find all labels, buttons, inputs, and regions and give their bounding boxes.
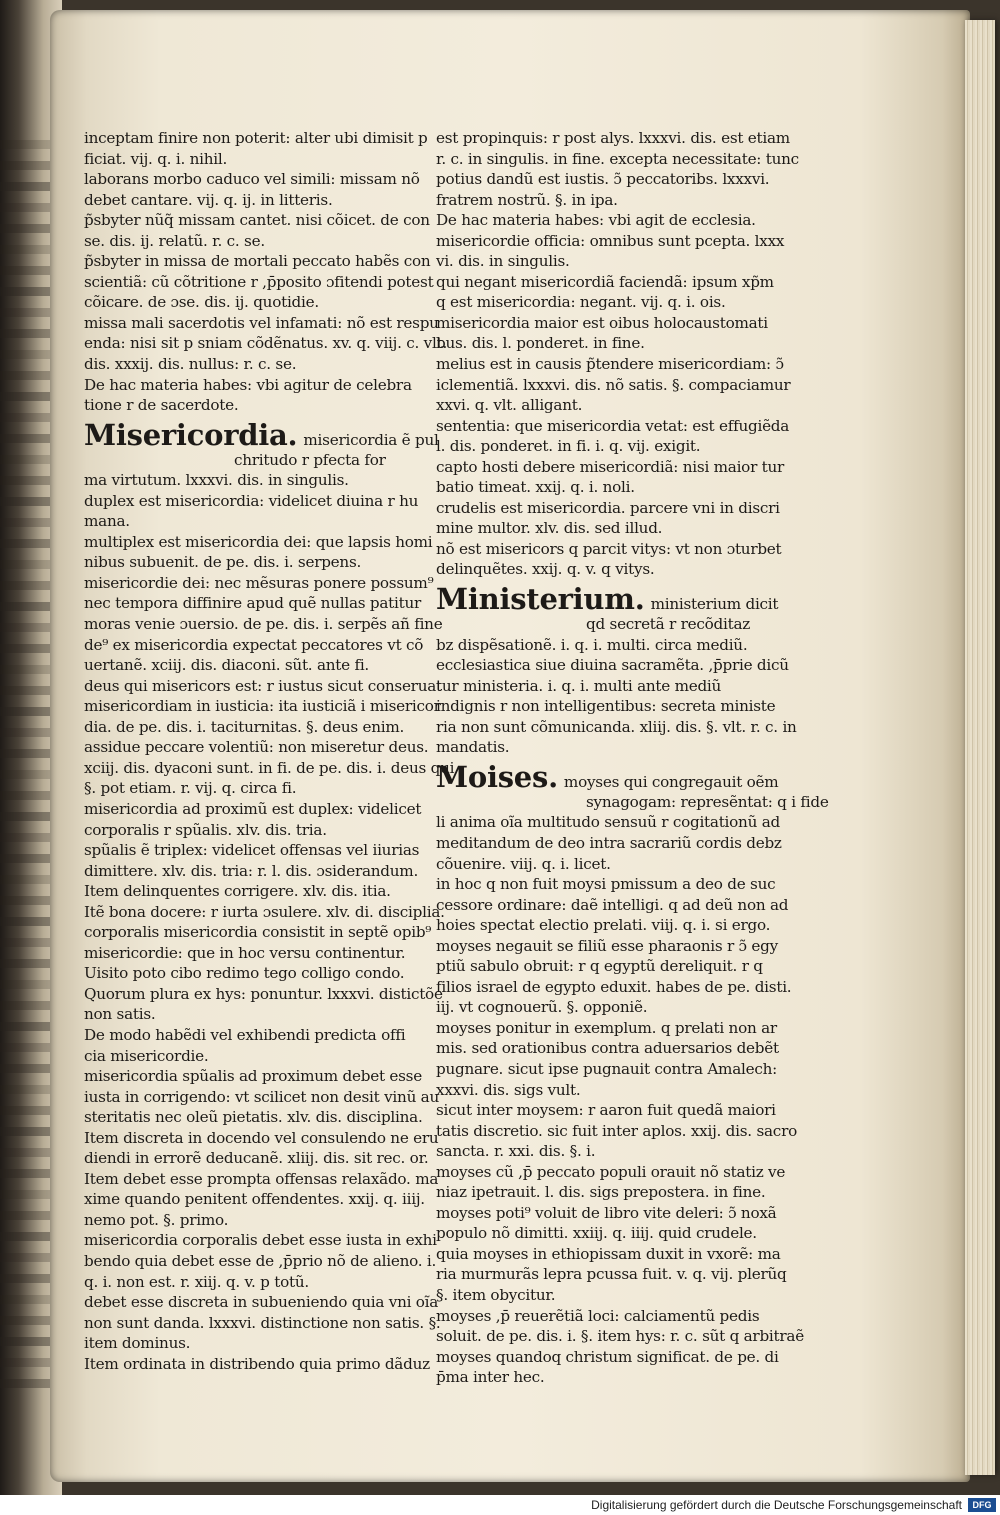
text-line	[436, 354, 784, 375]
line-text: moyses poti⁹ voluit de libro vite deleri: ɔ̃ noxã	[436, 1203, 777, 1222]
text-line	[84, 149, 416, 170]
text-line	[84, 902, 445, 923]
line-text: assidue peccare volentiũ: non miseretur deus.	[84, 738, 429, 757]
line-text: tatis discretio. sic fuit inter aplos. xxij. dis. sacro	[436, 1121, 797, 1140]
text-line	[436, 676, 776, 697]
text-line	[436, 149, 799, 170]
line-text: corporalis r spũalis. xlv. dis. tria.	[84, 820, 327, 839]
text-line	[84, 676, 442, 697]
line-text: quia moyses in ethiopissam duxit in vxorẽ: ma	[436, 1244, 781, 1263]
text-line	[84, 333, 448, 354]
text-line	[436, 936, 776, 957]
text-line	[436, 812, 780, 833]
line-text: dia. de pe. dis. i. taciturnitas. §. deus enim.	[84, 717, 405, 736]
text-line	[436, 559, 776, 580]
line-text: delinquẽtes. xxij. q. v. q vitys.	[436, 560, 655, 579]
text-line	[436, 292, 776, 313]
line-text: deus qui misericors est: r iustus sicut conseruat	[84, 676, 442, 695]
line-text: filios israel de egypto eduxit. habes de pe. disti.	[436, 977, 792, 996]
line-text: misericordie dei: nec mẽsuras ponere possum⁹	[84, 573, 434, 592]
text-line	[436, 1038, 779, 1059]
line-text: De modo habẽdi vel exhibendi predicta offi	[84, 1025, 406, 1044]
line-text: dimittere. xlv. dis. tria: r. l. dis. ɔsiderandum.	[84, 861, 419, 880]
line-text: cia misericordie.	[84, 1046, 209, 1065]
digitization-footer	[0, 1495, 1000, 1515]
text-line	[84, 1107, 423, 1128]
text-line	[436, 477, 776, 498]
line-text: est propinquis: r post alys. lxxxvi. dis. est etiam	[436, 129, 790, 147]
line-text: mandatis.	[436, 738, 510, 757]
line-text: misericordie: que in hoc versu continentur.	[84, 943, 406, 962]
text-line	[436, 1285, 776, 1306]
line-text: p̄ma inter hec.	[436, 1368, 545, 1387]
text-line	[84, 1230, 437, 1251]
text-line	[436, 1264, 787, 1285]
text-line	[436, 635, 776, 656]
heading-title: Moises.	[436, 759, 558, 794]
line-text: q est misericordia: negant. vij. q. i. ois.	[436, 293, 726, 312]
text-line	[84, 272, 434, 293]
line-text: pugnare. sicut ipse pugnauit contra Amalech:	[436, 1059, 778, 1078]
line-text: xxvi. q. vlt. alligant.	[436, 396, 583, 415]
text-line	[84, 491, 419, 512]
text-line	[84, 1128, 439, 1149]
text-line	[436, 696, 776, 717]
dfg-logo: DFG	[968, 1498, 996, 1512]
line-text: non satis.	[84, 1005, 156, 1024]
line-text: tione r de sacerdote.	[84, 396, 239, 415]
text-line	[84, 190, 416, 211]
line-text: uertanẽ. xciij. dis. diaconi. sũt. ante fi.	[84, 656, 370, 675]
heading-title: Misericordia.	[84, 417, 298, 452]
line-text: de⁹ ex misericordia expectat peccatores vt cõ	[84, 635, 424, 654]
text-line	[436, 539, 782, 560]
text-line	[84, 696, 441, 717]
text-line	[84, 799, 422, 820]
line-text: spũalis ẽ triplex: videlicet offensas vel iiurias	[84, 841, 420, 860]
text-line	[84, 231, 416, 252]
text-line	[84, 1292, 439, 1313]
line-text: sancta. r. xxi. dis. §. i.	[436, 1142, 596, 1161]
text-line	[436, 977, 792, 998]
line-text: melius est in causis p̃tendere misericordiam: ɔ̃	[436, 355, 784, 374]
text-line	[84, 614, 443, 635]
text-line	[436, 833, 782, 854]
text-line	[436, 895, 789, 916]
line-text: multiplex est misericordia dei: que lapsis homi	[84, 532, 433, 551]
text-line	[436, 251, 776, 272]
line-text: §. pot etiam. r. vij. q. circa fi.	[84, 779, 297, 798]
line-text: Item ordinata in distribendo quia primo dãduz	[84, 1354, 430, 1373]
text-line	[436, 915, 776, 936]
line-text: nemo pot. §. primo.	[84, 1210, 229, 1229]
line-text: meditandum de deo intra sacrariũ cordis debz	[436, 833, 782, 852]
line-text: misericordie officia: omnibus sunt pcepta. lxxx	[436, 231, 785, 250]
line-text: capto hosti debere misericordiã: nisi maior tur	[436, 457, 785, 476]
line-text: fratrem nostrũ. §. in ipa.	[436, 190, 618, 209]
line-text: se. dis. ij. relatũ. r. c. se.	[84, 231, 265, 250]
line-text: batio timeat. xxij. q. i. noli.	[436, 478, 635, 497]
line-text: cõicare. de ɔse. dis. ij. quotidie.	[84, 293, 319, 312]
text-line	[436, 518, 776, 539]
text-line	[84, 717, 416, 738]
left-column	[84, 128, 455, 1374]
text-line	[84, 313, 439, 334]
text-line	[84, 737, 429, 758]
heading-continuation-line: ma virtutum. lxxxvi. dis. in singulis.	[84, 471, 349, 490]
text-line	[84, 1189, 425, 1210]
text-line	[436, 231, 785, 252]
line-text: iij. vt cognouerũ. §. opponiẽ.	[436, 998, 648, 1017]
line-text: xime quando penitent offendentes. xxij. q. iiij.	[84, 1190, 425, 1209]
line-text: sicut inter moysem: r aaron fuit quedã maiori	[436, 1101, 776, 1120]
text-line	[436, 1223, 776, 1244]
text-line	[84, 922, 432, 943]
text-line	[84, 881, 416, 902]
line-text: missa mali sacerdotis vel infamati: nõ est respu	[84, 313, 439, 332]
text-line	[436, 272, 776, 293]
text-line	[436, 874, 776, 895]
line-text: misericordia corporalis debet esse iusta in exhi	[84, 1231, 437, 1250]
text-line	[436, 1367, 776, 1388]
line-text: xxxvi. dis. sigs vult.	[436, 1080, 581, 1099]
line-text: steritatis nec oleũ pietatis. xlv. dis. disciplina.	[84, 1108, 423, 1127]
line-text: sententia: que misericordia vetat: est effugiẽda	[436, 416, 790, 435]
line-text: misericordia ad proximũ est duplex: videlicet	[84, 799, 422, 818]
line-text: bendo quia debet esse de ,p̄prio nõ de alieno. i.	[84, 1251, 437, 1270]
text-line	[84, 128, 428, 149]
text-line	[84, 635, 424, 656]
text-line	[436, 210, 776, 231]
line-text: moyses ponitur in exemplum. q prelati non ar	[436, 1018, 777, 1037]
line-text: diendi in errorẽ deducanẽ. xliij. dis. sit rec. or.	[84, 1149, 429, 1168]
heading-title: Ministerium.	[436, 582, 645, 617]
line-text: p̃sbyter nũq̃ missam cantet. nisi cõicet. de con	[84, 211, 430, 230]
text-line	[84, 1354, 430, 1375]
text-line	[84, 758, 455, 779]
line-text: moyses cũ ,p̄ peccato populi orauit nõ statiz ve	[436, 1162, 786, 1181]
text-line	[436, 1059, 776, 1080]
line-text: iusta in corrigendo: vt scilicet non desit vinũ au	[84, 1087, 440, 1106]
text-line	[436, 395, 776, 416]
text-line	[84, 1066, 422, 1087]
text-line	[84, 1148, 429, 1169]
line-text: enda: nisi sit p sniam cõdẽnatus. xv. q. viij. c. vlt.	[84, 334, 448, 353]
line-text: q. i. non est. r. xiij. q. v. p totũ.	[84, 1272, 309, 1291]
text-line	[84, 778, 416, 799]
digitization-credit: Digitalisierung gefördert durch die Deutsche Forschungsgemeinschaft	[591, 1498, 962, 1512]
text-line	[84, 375, 416, 396]
heading-continuation-line: qd secretã r recõditaz	[586, 615, 751, 634]
line-text: mine multor. xlv. dis. sed illud.	[436, 519, 663, 538]
text-line	[84, 1313, 441, 1334]
text-line	[436, 498, 780, 519]
text-line	[436, 1306, 776, 1327]
line-text: ria murmurãs lepra pcussa fuit. v. q. vij. plerũq	[436, 1265, 787, 1284]
heading-continuation: moyses qui congregauit oẽm	[563, 772, 779, 791]
line-text: vi. dis. in singulis.	[436, 252, 570, 271]
text-line	[436, 854, 776, 875]
line-text: moras venie ɔuersio. de pe. dis. i. serpẽs añ fine	[84, 615, 443, 634]
line-text: ptiũ sabulo obruit: r q egyptũ dereliquit. r q	[436, 957, 763, 976]
text-line	[84, 573, 434, 594]
line-text: Uisito poto cibo redimo tego colligo condo.	[84, 964, 405, 983]
text-line	[436, 1018, 776, 1039]
line-text: laborans morbo caduco vel simili: missam nõ	[84, 170, 420, 189]
text-line	[84, 963, 416, 984]
line-text: nibus subuenit. de pe. dis. i. serpens.	[84, 553, 362, 572]
text-line	[84, 593, 422, 614]
text-line	[436, 416, 790, 437]
text-line	[84, 532, 433, 553]
text-line	[84, 1169, 439, 1190]
line-text: mana.	[84, 512, 130, 531]
text-line	[84, 354, 416, 375]
line-text: Quorum plura ex hys: ponuntur. lxxxvi. distictõe	[84, 984, 443, 1003]
text-line	[84, 1087, 440, 1108]
line-text: bz dispẽsationẽ. i. q. i. multi. circa mediũ.	[436, 635, 748, 654]
text-line	[436, 1182, 776, 1203]
line-text: p̃sbyter in missa de mortali peccato habẽs con	[84, 252, 431, 271]
line-text: bus. dis. l. ponderet. in fine.	[436, 334, 645, 353]
line-text: ecclesiastica siue diuina sacramẽta. ,p̄prie dicũ	[436, 656, 789, 675]
text-line	[436, 737, 776, 758]
line-text: cessore ordinare: daẽ intelligi. q ad deũ non ad	[436, 895, 789, 914]
section-heading	[84, 417, 439, 452]
text-line	[436, 190, 776, 211]
text-line	[84, 1004, 416, 1025]
line-text: non sunt danda. lxxxvi. distinctione non satis. §.	[84, 1313, 441, 1332]
text-line	[436, 1347, 779, 1368]
text-line	[84, 292, 416, 313]
line-text: Item delinquentes corrigere. xlv. dis. itia.	[84, 882, 391, 901]
line-text: r. c. in singulis. in fine. excepta necessitate: tunc	[436, 149, 799, 168]
text-line	[436, 375, 791, 396]
line-text: scientiã: cũ cõtritione r ,p̄posito ɔfitendi potest	[84, 272, 434, 291]
line-text: misericordiam in iusticia: ita iusticiã i misericor	[84, 697, 441, 716]
line-text: tur ministeria. i. q. i. multi ante mediũ	[436, 676, 722, 695]
section-heading	[436, 759, 779, 794]
line-text: moyses negauit se filiũ esse pharaonis r ɔ̃ egy	[436, 936, 778, 955]
line-text: ria non sunt cõmunicanda. xliij. dis. §. vlt. r. c. in	[436, 717, 797, 736]
text-line	[436, 655, 789, 676]
text-line	[436, 956, 776, 977]
text-line	[84, 210, 430, 231]
line-text: mis. sed orationibus contra aduersarios debẽt	[436, 1039, 779, 1058]
text-line	[436, 997, 776, 1018]
heading-continuation: ministerium dicit	[650, 595, 779, 614]
text-line	[84, 1025, 416, 1046]
heading-continuation: misericordia ẽ pul	[303, 430, 439, 449]
text-line	[84, 1210, 416, 1231]
text-line	[436, 1100, 776, 1121]
text-line	[436, 436, 776, 457]
line-text: moyses quandoq christum significat. de pe. di	[436, 1347, 779, 1366]
line-text: misericordia spũalis ad proximum debet esse	[84, 1067, 422, 1086]
text-line	[436, 457, 785, 478]
heading-continuation-line: synagogam: represẽntat: q i fide	[586, 792, 829, 811]
text-line	[84, 251, 431, 272]
line-text: moyses ,p̄ reuerẽtiã loci: calciamentũ pedis	[436, 1306, 760, 1325]
line-text: Item discreta in docendo vel consulendo ne eru	[84, 1128, 439, 1147]
line-text: xciij. dis. dyaconi sunt. in fi. de pe. dis. i. deus qui	[84, 758, 455, 777]
line-text: inceptam finire non poterit: alter ubi dimisit p	[84, 129, 428, 147]
text-line	[436, 1326, 804, 1347]
line-text: item dominus.	[84, 1334, 191, 1353]
line-text: misericordia maior est oibus holocaustomati	[436, 313, 768, 332]
text-line	[84, 1272, 416, 1293]
text-line	[84, 169, 420, 190]
text-line	[84, 1333, 416, 1354]
text-line	[84, 395, 416, 416]
text-line	[84, 1251, 437, 1272]
text-line	[84, 1046, 416, 1067]
text-line	[436, 1162, 786, 1183]
line-text: duplex est misericordia: videlicet diuina r hu	[84, 491, 419, 510]
text-line	[84, 943, 416, 964]
section-heading	[436, 582, 779, 617]
page-stack-edge	[965, 20, 995, 1475]
text-line	[436, 333, 776, 354]
text-line	[436, 717, 797, 738]
line-text: li anima oĩa multitudo sensuũ r cogitationũ ad	[436, 813, 780, 832]
line-text: crudelis est misericordia. parcere vni in discri	[436, 498, 780, 517]
line-text: Itẽ bona docere: r iurta ɔsulere. xlv. di. disciplia.	[84, 902, 445, 921]
text-line	[436, 169, 776, 190]
text-line	[84, 861, 419, 882]
line-text: cõuenire. viij. q. i. licet.	[436, 854, 611, 873]
line-text: potius dandũ est iustis. ɔ̃ peccatoribs. lxxxvi.	[436, 170, 770, 189]
line-text: debet cantare. vij. q. ij. in litteris.	[84, 190, 333, 209]
text-line	[436, 1141, 776, 1162]
line-text: De hac materia habes: vbi agitur de celebra	[84, 375, 412, 394]
line-text: hoies spectat electio prelati. viij. q. i. si ergo.	[436, 916, 771, 935]
text-line	[436, 313, 776, 334]
text-line	[84, 840, 420, 861]
line-text: qui negant misericordiã faciendã: ipsum xp̃m	[436, 272, 774, 291]
line-text: ficiat. vij. q. i. nihil.	[84, 149, 228, 168]
line-text: populo nõ dimitti. xxiij. q. iiij. quid crudele.	[436, 1224, 757, 1243]
line-text: l. dis. ponderet. in fi. i. q. vij. exigit.	[436, 437, 701, 456]
text-line	[84, 984, 443, 1005]
text-line	[436, 1080, 776, 1101]
text-line	[436, 1244, 781, 1265]
text-line	[436, 128, 790, 149]
line-text: iclementiã. lxxxvi. dis. nõ satis. §. compaciamur	[436, 375, 791, 394]
text-line	[84, 511, 416, 532]
text-line	[84, 655, 416, 676]
text-line	[436, 1121, 797, 1142]
line-text: niaz ipetrauit. l. dis. sigs prepostera. in fine.	[436, 1183, 766, 1202]
line-text: corporalis misericordia consistit in septẽ opib⁹	[84, 923, 432, 942]
text-line	[436, 1203, 776, 1224]
text-line	[84, 552, 416, 573]
line-text: dis. xxxij. dis. nullus: r. c. se.	[84, 355, 297, 374]
text-line	[84, 820, 416, 841]
line-text: in hoc q non fuit moysi pmissum a deo de suc	[436, 875, 776, 894]
line-text: soluit. de pe. dis. i. §. item hys: r. c. sũt q arbitraẽ	[436, 1327, 804, 1346]
line-text: debet esse discreta in subueniendo quia vni oĩa	[84, 1293, 439, 1312]
line-text: indignis r non intelligentibus: secreta ministe	[436, 697, 776, 716]
line-text: De hac materia habes: vbi agit de ecclesia.	[436, 211, 756, 230]
line-text: nõ est misericors q parcit vitys: vt non ɔturbet	[436, 539, 782, 558]
line-text: §. item obycitur.	[436, 1285, 556, 1304]
right-column	[436, 128, 829, 1388]
line-text: nec tempora diffinire apud quẽ nullas patitur	[84, 594, 422, 613]
line-text: Item debet esse prompta offensas relaxãdo. ma	[84, 1169, 439, 1188]
heading-continuation-line: chritudo r pfecta for	[234, 450, 386, 469]
